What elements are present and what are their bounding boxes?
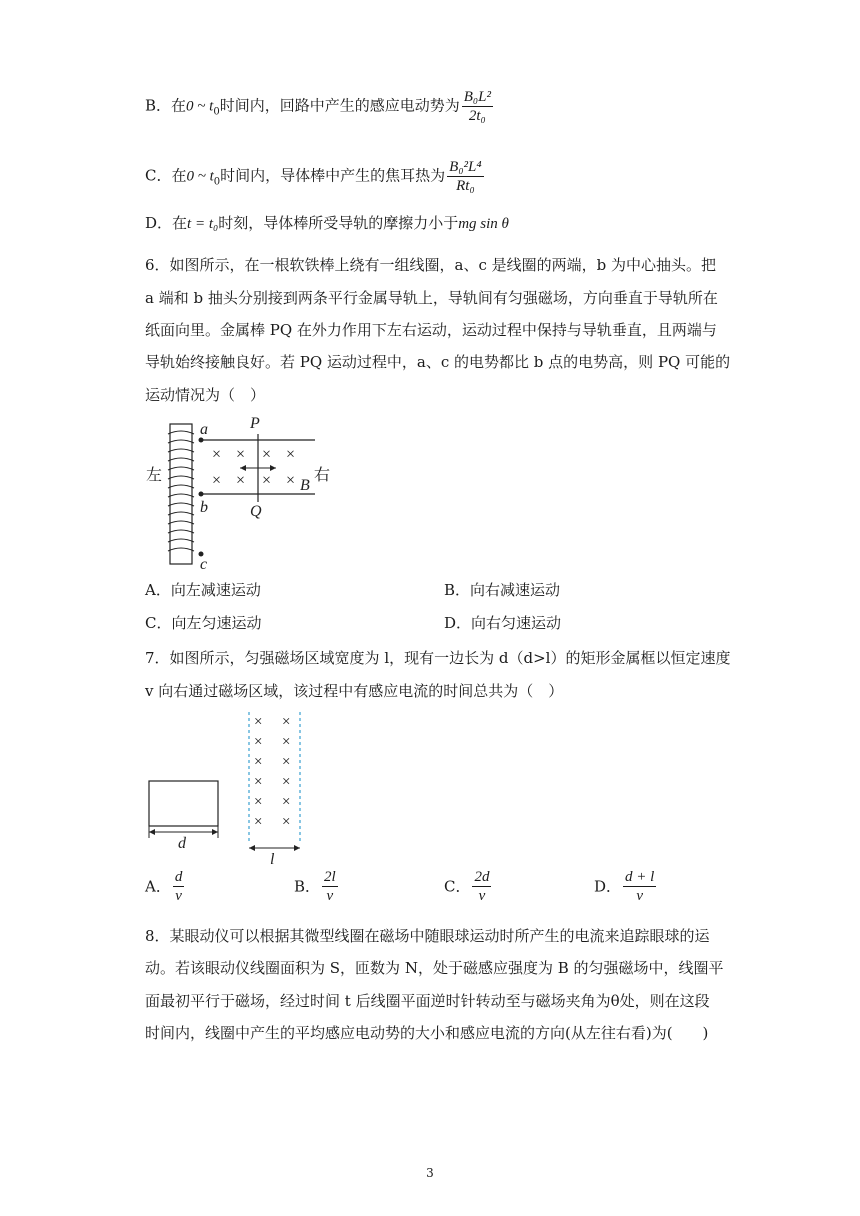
q5-option-b-frac-num: B₀L²: [463, 89, 491, 105]
q8-line-1: 8．某眼动仪可以根据其微型线圈在磁场中随眼球运动时所产生的电流来追踪眼球的运: [145, 927, 710, 945]
q5-option-c-frac-num: B₀²L⁴: [449, 159, 482, 175]
q6-option-d: D．向右匀速运动: [444, 614, 562, 632]
q7-option-c-num: 2d: [474, 869, 490, 885]
q5-option-b-fraction: [462, 88, 493, 125]
label-q: Q: [250, 503, 262, 520]
field-cross: ×: [254, 814, 263, 830]
q5-option-c-range-sub: 0: [213, 176, 221, 188]
arrow-left-icon: [240, 465, 246, 471]
q7-option-b-den: v: [326, 888, 334, 904]
metal-frame: [149, 781, 218, 826]
q7-option-c-label: C．: [444, 877, 471, 896]
label-d: d: [178, 835, 186, 852]
q5-option-b-lead: B．在: [145, 96, 187, 115]
field-cross: ×: [282, 774, 291, 790]
q8-line-2: 动。若该眼动仪线圈面积为 S，匝数为 N，处于磁感应强度为 B 的匀强磁场中，线圈平: [145, 959, 724, 977]
field-cross: ×: [254, 794, 263, 810]
page-number: 3: [426, 1166, 434, 1180]
q7-option-a-label: A．: [145, 877, 171, 896]
label-right: 右: [314, 467, 331, 484]
q5-option-c-lead: C．在: [145, 166, 187, 185]
q6-option-b: B．向右减速运动: [444, 581, 561, 599]
q7-option-d: [594, 868, 658, 905]
q7-option-b-label: B．: [294, 877, 321, 896]
field-cross: ×: [286, 446, 296, 463]
field-cross: ×: [254, 734, 263, 750]
field-cross: ×: [282, 754, 291, 770]
q5-option-b: [145, 88, 495, 125]
label-b: b: [200, 499, 208, 516]
field-cross: ×: [254, 774, 263, 790]
q6-line-4: 导轨始终接触良好。若 PQ 运动过程中，a、c 的电势都比 b 点的电势高，则 PQ 可能的: [145, 353, 731, 371]
field-cross: ×: [282, 714, 291, 730]
q8-line-3: 面最初平行于磁场，经过时间 t 后线圈平面逆时针转动至与磁场夹角为θ处，则在这段: [145, 992, 710, 1010]
q5-option-c-frac-den: Rt₀: [456, 178, 475, 194]
field-cross: ×: [212, 446, 222, 463]
q6-line-3: 纸面向里。金属棒 PQ 在外力作用下左右运动，运动过程中保持与导轨垂直，且两端与: [145, 321, 717, 339]
q5-option-b-text: 时间内，回路中产生的感应电动势为: [219, 96, 460, 115]
q7-option-d-num: d + l: [625, 869, 655, 885]
field-cross: ×: [236, 472, 246, 489]
field-cross: ×: [212, 472, 222, 489]
q6-option-c: C．向左匀速运动: [145, 614, 262, 632]
q7-option-c-den: v: [478, 888, 486, 904]
q7-option-c-fraction: [472, 868, 491, 905]
field-cross: ×: [262, 446, 272, 463]
q5-option-b-range-sub: 0: [213, 106, 220, 118]
q7-option-d-den: v: [636, 888, 644, 904]
terminal-a: [199, 438, 204, 443]
q8-line-4: 时间内，线圈中产生的平均感应电动势的大小和感应电流的方向(从左往右看)为( ): [145, 1024, 709, 1042]
q7-option-c: [444, 868, 493, 905]
q5-option-d-lead: D．在: [145, 214, 188, 232]
q6-option-a: A．向左减速运动: [145, 581, 261, 599]
q7-option-b-fraction: [322, 868, 338, 905]
q5-option-c-range: 0 ~ t: [186, 168, 214, 185]
q6-line-2: a 端和 b 抽头分别接到两条平行金属导轨上，导轨间有匀强磁场，方向垂直于导轨所在: [145, 289, 718, 307]
label-p: P: [250, 415, 260, 432]
field-cross: ×: [282, 814, 291, 830]
field-cross: ×: [254, 754, 263, 770]
label-left: 左: [146, 467, 163, 484]
q5-option-c-text: 时间内，导体棒中产生的焦耳热为: [220, 166, 446, 185]
field-cross: ×: [254, 714, 263, 730]
q6-line-1: 6．如图所示，在一根软铁棒上绕有一组线圈，a、c 是线圈的两端，b 为中心抽头。把: [145, 256, 717, 274]
q7-option-a-den: v: [175, 888, 182, 904]
q7-line-2: v 向右通过磁场区域，该过程中有感应电流的时间总共为（ ）: [145, 682, 564, 700]
field-cross: ×: [262, 472, 272, 489]
q5-option-b-frac-den: 2t₀: [468, 108, 486, 124]
field-cross: ×: [282, 734, 291, 750]
q6-figure: [140, 412, 340, 572]
q7-figure: [140, 708, 320, 868]
q5-option-c: [145, 158, 486, 195]
q6-line-5: 运动情况为（ ）: [145, 386, 266, 404]
q5-option-b-range: 0 ~ t: [186, 98, 214, 115]
q7-option-d-fraction: [623, 868, 656, 905]
q7-option-b: [294, 868, 340, 905]
q5-option-c-fraction: [447, 158, 483, 195]
q5-option-d-tail: mg sin θ: [458, 216, 509, 232]
q5-option-d-math: t = t₀: [187, 216, 219, 232]
label-l: l: [270, 851, 275, 868]
arrow-right-icon: [270, 465, 276, 471]
q7-option-b-num: 2l: [324, 869, 336, 885]
field-cross: ×: [286, 472, 296, 489]
field-cross: ×: [282, 794, 291, 810]
q7-option-a-num: d: [174, 869, 183, 885]
q7-option-a: [145, 868, 186, 905]
q7-option-a-fraction: [173, 868, 185, 905]
field-cross: ×: [236, 446, 246, 463]
terminal-b: [199, 492, 204, 497]
q5-option-d-text: 时刻，导体棒所受导轨的摩擦力小于: [218, 214, 459, 232]
label-c: c: [200, 556, 208, 572]
q7-line-1: 7．如图所示，匀强磁场区域宽度为 l，现有一边长为 d（d>l）的矩形金属框以恒定速度: [145, 649, 731, 667]
coil-windings: [168, 431, 194, 551]
q7-option-d-label: D．: [594, 877, 622, 896]
q5-option-d: [145, 213, 509, 234]
label-field-b: B: [300, 477, 310, 494]
label-a: a: [200, 421, 208, 438]
